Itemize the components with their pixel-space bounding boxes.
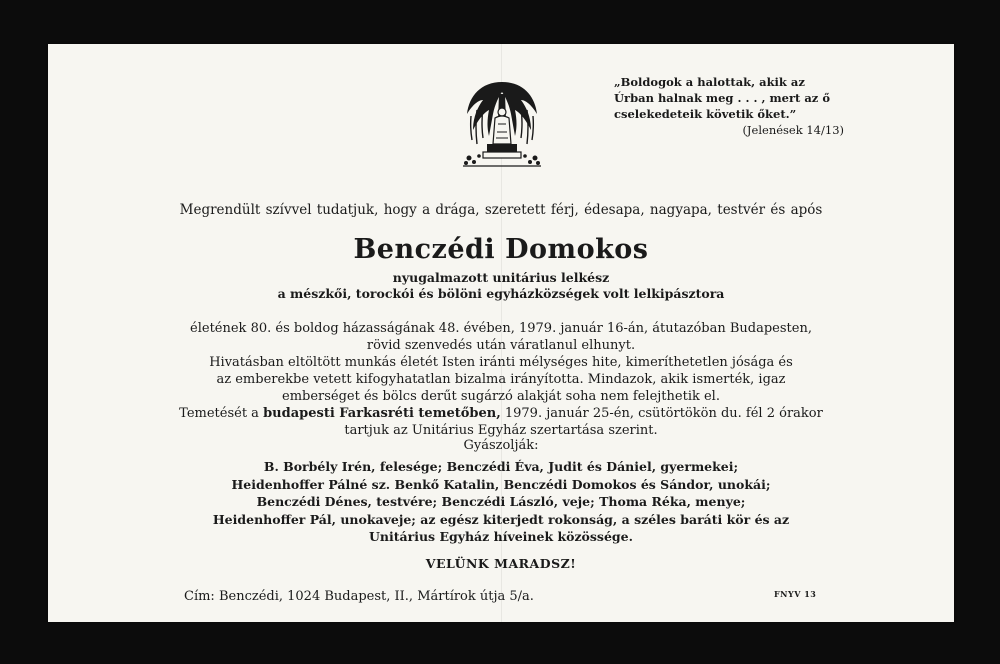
weeping-willow-grave-emblem-icon [459,74,545,170]
mourners-list [48,458,954,546]
body-line: emberséget és bölcs derűt sugárzó alakját soha nem felejthetik el. [282,389,720,404]
quote-line: cselekedeteik követik őket.” [614,107,797,121]
quote-line: „Boldogok a halottak, akik az [614,75,805,89]
closing-phrase: VELÜNK MARADSZ! [425,556,577,571]
funeral-line-2: tartjuk az Unitárius Egyház szertartása szerint. [344,423,658,438]
deceased-name: Benczédi Domokos [353,234,649,265]
funeral-date: 1979. január 25-én, csütörtökön du. fél 2 órakor [500,406,823,421]
body-line: rövid szenvedés után váratlanul elhunyt. [366,338,636,353]
mourners-line: Heidenhoffer Pálné sz. Benkő Katalin, Benczédi Domokos és Sándor, unokái; [231,476,771,492]
funeral-prefix: Temetését a [179,406,264,421]
intro-text: Megrendült szívvel tudatjuk, hogy a drága, szeretett férj, édesapa, nagyapa, testvér és após [179,202,823,218]
print-code: FNYV 13 [774,589,817,599]
body-line: Hivatásban eltöltött munkás életét Isten iránti mélységes hite, kimeríthetetlen jósága és [209,355,793,370]
mourners-heading: Gyászolják: [463,438,539,453]
quote-line: Úrban halnak meg . . . , mert az ő [614,91,830,105]
deceased-title: nyugalmazott unitárius lelkész [392,270,610,285]
funeral-line [48,405,954,422]
obituary-notice [48,44,954,622]
bible-quote [614,74,844,138]
mourners-line: Unitárius Egyház híveinek közössége. [369,529,633,544]
deceased-role: a mészkői, torockói és bölöni egyházközségek volt lelkipásztora [277,286,725,301]
address-line: Cím: Benczédi, 1024 Budapest, II., Mártírok útja 5/a. [184,589,534,604]
obituary-body [48,320,954,439]
mourners-line: Benczédi Dénes, testvére; Benczédi László, veje; Thoma Réka, menye; [256,494,746,509]
mourners-line: Heidenhoffer Pál, unokaveje; az egész kiterjedt rokonság, a széles baráti kör és az [212,511,790,527]
quote-reference: (Jelenések 14/13) [742,123,844,137]
mourners-line: B. Borbély Irén, felesége; Benczédi Éva, Judit és Dániel, gyermekei; [263,459,739,474]
body-line: az emberekbe vetett kifogyhatatlan bizalma irányította. Mindazok, akik ismerték, igaz [216,372,786,387]
body-line: életének 80. és boldog házasságának 48. évében, 1979. január 16-án, átutazóban Budapesten, [190,321,812,336]
funeral-place: budapesti Farkasréti temetőben, [263,406,501,421]
